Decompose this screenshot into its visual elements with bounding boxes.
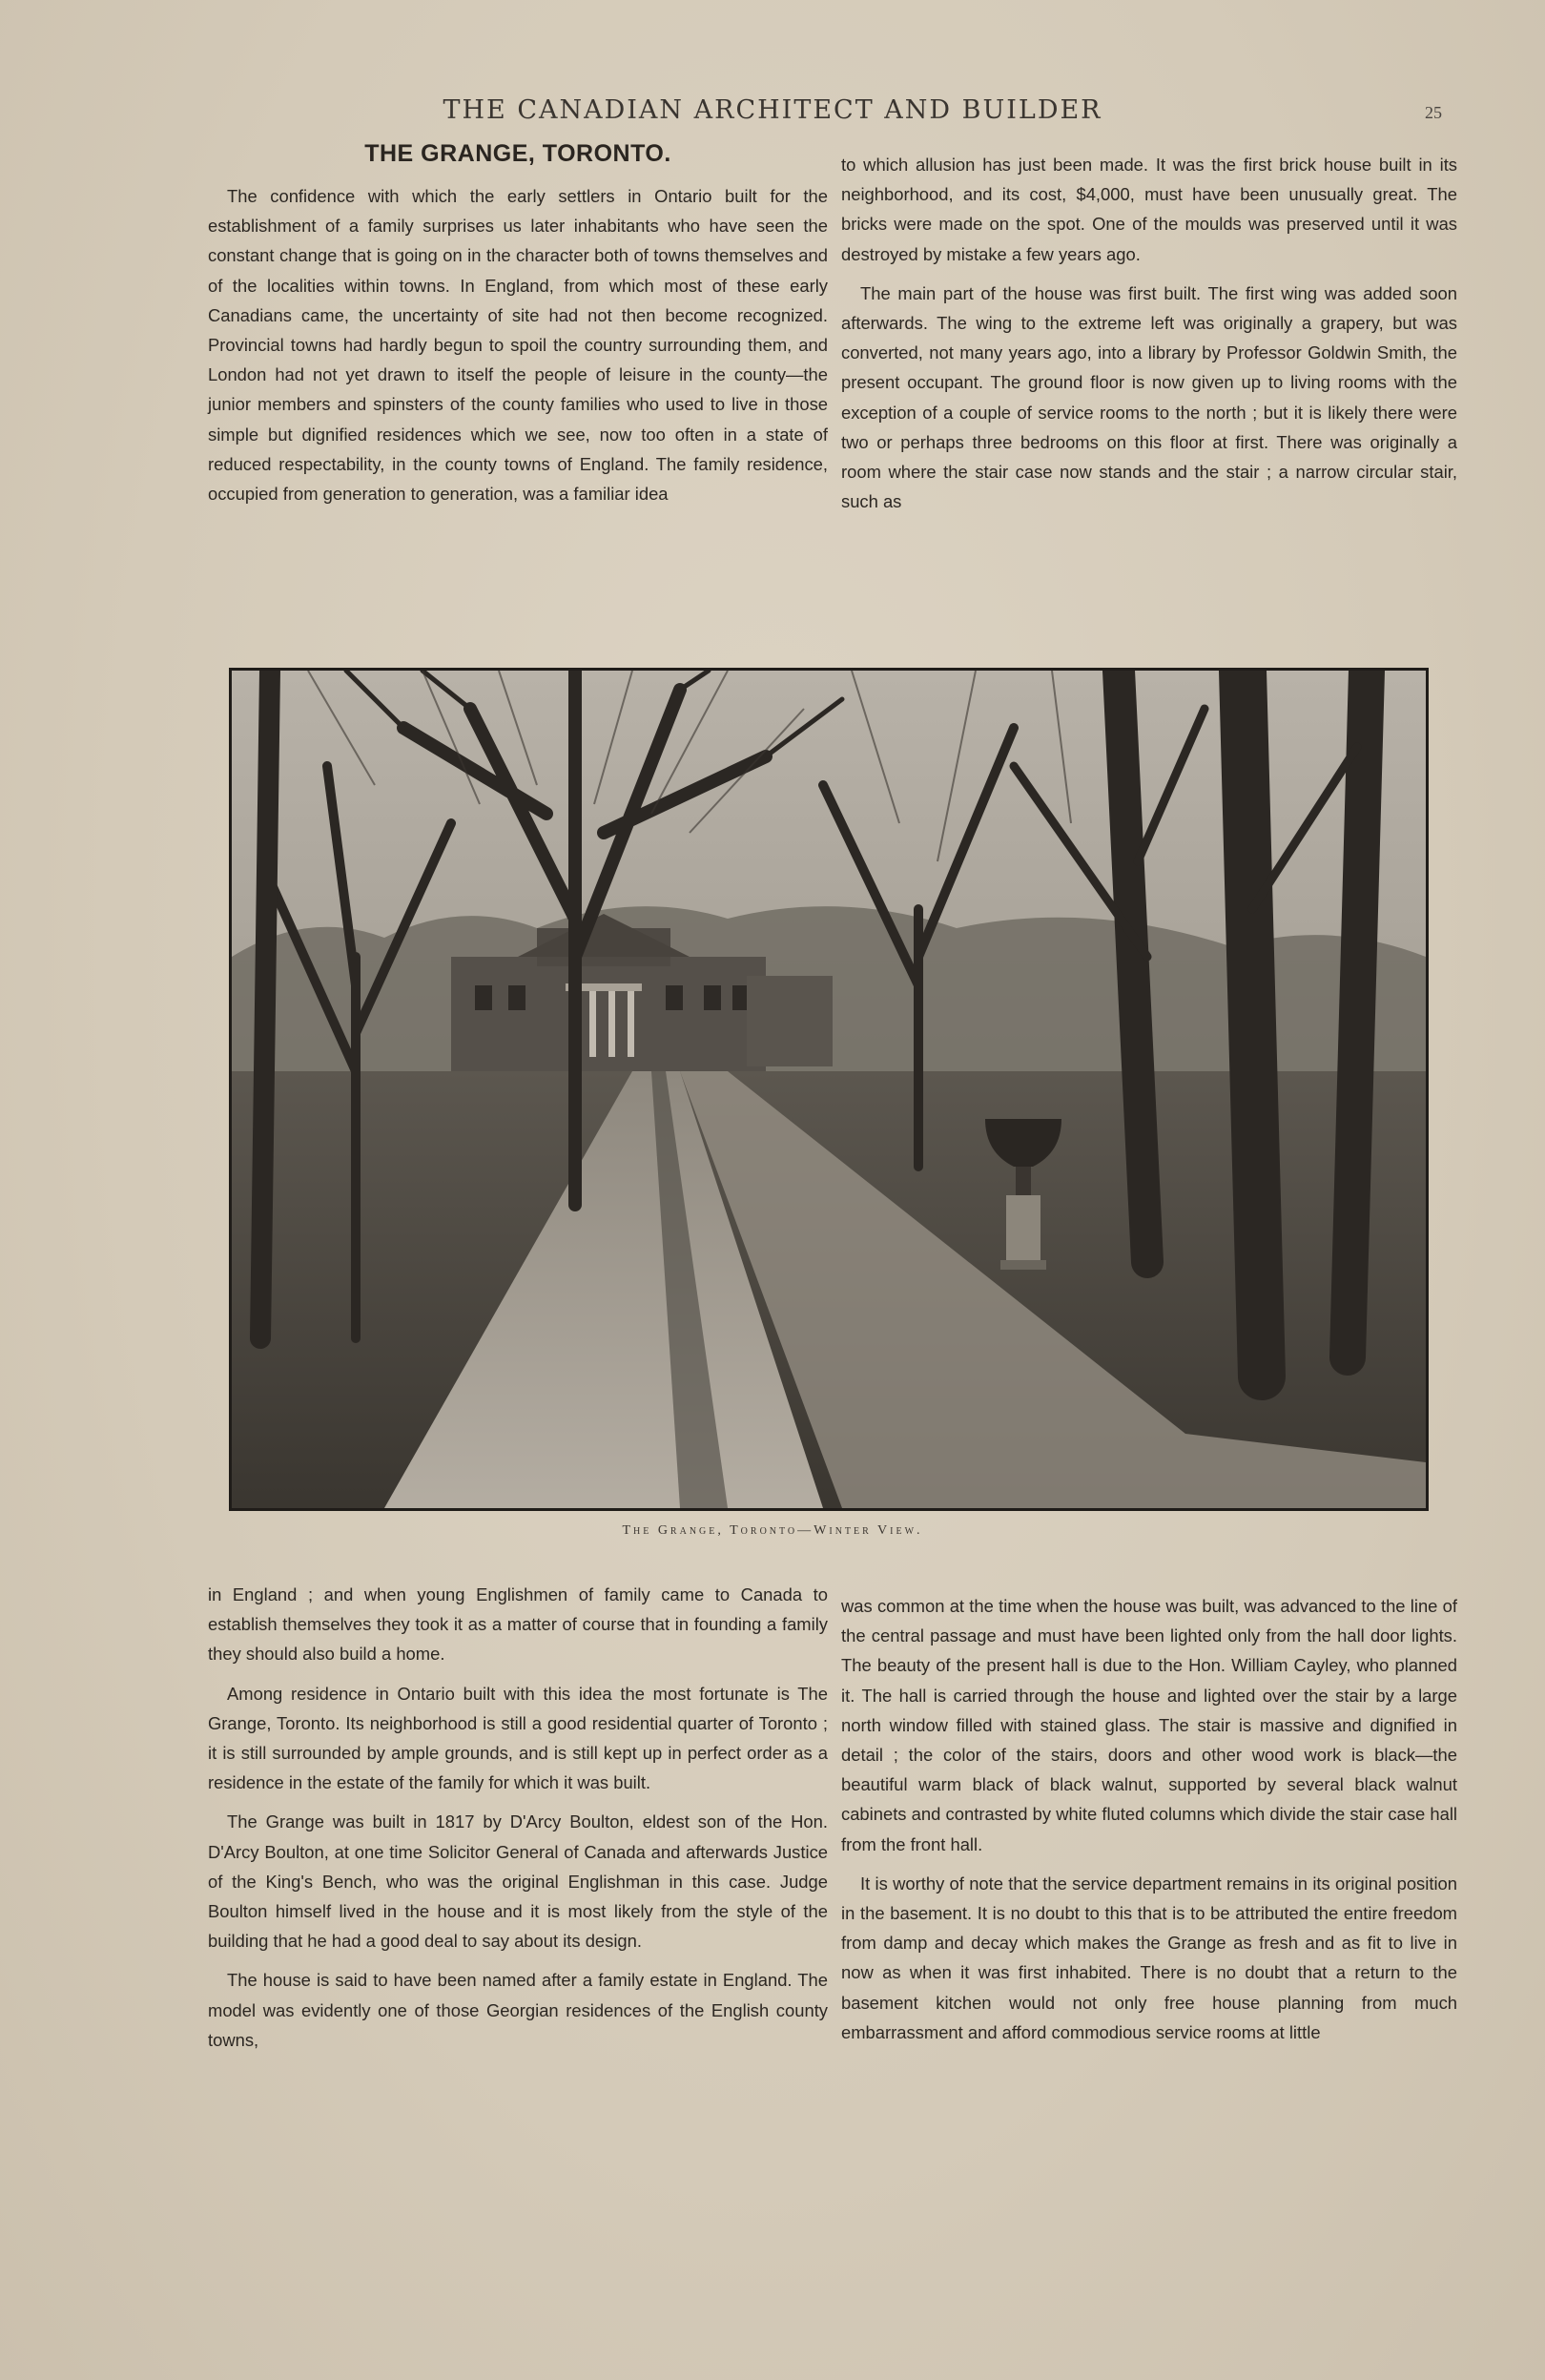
journal-header: THE CANADIAN ARCHITECT AND BUILDER bbox=[443, 95, 1102, 125]
article-title: THE GRANGE, TORONTO. bbox=[364, 140, 671, 167]
column-bottom-left bbox=[208, 1580, 828, 2055]
column-bottom-right bbox=[841, 1591, 1457, 2047]
paragraph: Among residence in Ontario built with this idea the most fortunate is The Grange, Toronto. Its neighborhood is still a good residential quarter of Toronto ; it is still surrounded by ample grounds, and is still kept up in perfect order as a residence in the estate of the family for which it was built. bbox=[208, 1683, 828, 1793]
column-top-right bbox=[841, 150, 1457, 516]
paragraph: The confidence with which the early settlers in Ontario built for the establishment of a family surprises us later inhabitants who have seen the constant change that is going on in the character both of towns themselves and of the localities within towns. In England, from which most of these early Canadians came, the uncertainty of site had not then become recognized. Provincial towns had hardly begun to spoil the country surrounding them, and London had not yet drawn to itself the people of leisure in the county—the junior members and spinsters of the county families who used to live in those simple but dignified residences which we see, now too often in a state of reduced respectability, in the county towns of England. The family residence, occupied from generation to generation, was a familiar idea bbox=[208, 186, 828, 505]
figure-caption: The Grange, Toronto—Winter View. bbox=[622, 1523, 923, 1538]
paragraph: in England ; and when young Englishmen of family came to Canada to establish themselves they took it as a matter of course that in founding a family they should also build a home. bbox=[208, 1584, 828, 1665]
paragraph: was common at the time when the house was built, was advanced to the line of the central passage and must have been lighted only from the hall door lights. The beauty of the present hall is due to the Hon. William Cayley, who planned it. The hall is carried through the house and lighted over the stair by a large north window filled with stained glass. The stair is massive and dignified in detail ; the color of the stairs, doors and other wood work is black—the beautiful warm black of black walnut, supported by several black walnut cabinets and contrasted by white fluted columns which divide the stair case hall from the front hall. bbox=[841, 1596, 1457, 1854]
page-number: 25 bbox=[1425, 103, 1442, 122]
paragraph: to which allusion has just been made. It was the first brick house built in its neighborhood, and its cost, $4,000, must have been unusually great. The bricks were made on the spot. One of the moulds was preserved until it was destroyed by mistake a few years ago. bbox=[841, 155, 1457, 264]
paragraph: The house is said to have been named after a family estate in England. The model was evidently one of those Georgian residences of the English county towns, bbox=[208, 1970, 828, 2050]
paragraph: It is worthy of note that the service department remains in its original position in the basement. It is no doubt to this that is to be attributed the entire freedom from damp and decay which makes the Grange as fresh and as fit to live in now as when it was first inhabited. There is no doubt that a return to the basement kitchen would not only free house planning from much embarrassment and afford commodious service rooms at little bbox=[841, 1873, 1457, 2042]
column-top-left bbox=[208, 181, 828, 508]
paragraph: The main part of the house was first built. The first wing was added soon afterwards. The wing to the extreme left was originally a grapery, but was converted, not many years ago, into a library by Professor Goldwin Smith, the present occupant. The ground floor is now given up to living rooms with the exception of a couple of service rooms to the north ; but it is likely there were two or perhaps three bedrooms on this floor at first. There was originally a room where the stair case now stands and the stair ; a narrow circular stair, such as bbox=[841, 282, 1457, 512]
photograph-illustration bbox=[232, 671, 1426, 1508]
photograph-grange-winter-view bbox=[229, 668, 1429, 1511]
paragraph: The Grange was built in 1817 by D'Arcy Boulton, eldest son of the Hon. D'Arcy Boulton, at one time Solicitor General of Canada and afterwards Justice of the King's Bench, who was the original Englishman in this case. Judge Boulton himself lived in the house and it is most likely from the style of the building that he had a good deal to say about its design. bbox=[208, 1811, 828, 1952]
